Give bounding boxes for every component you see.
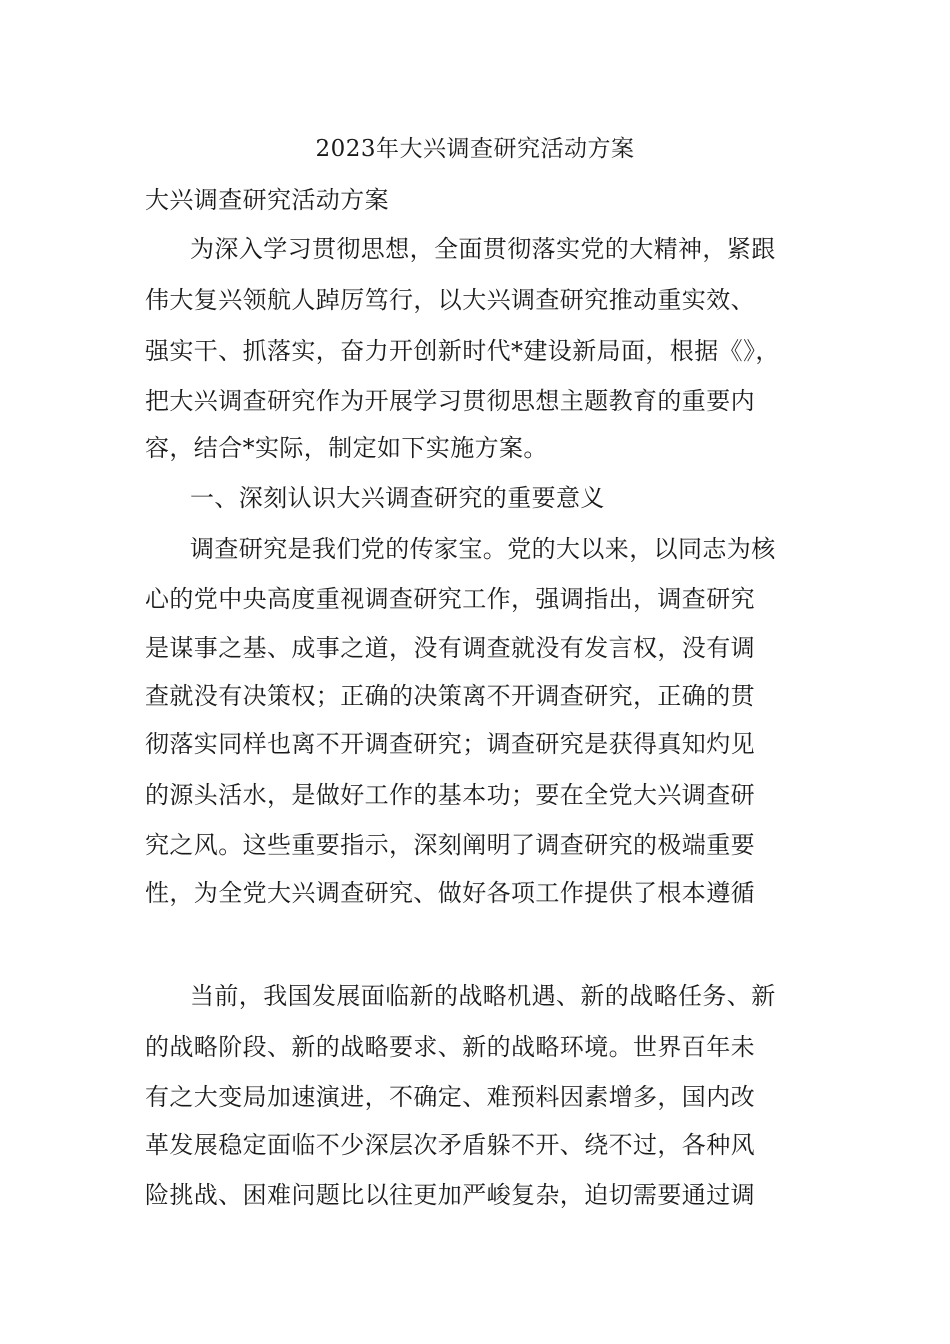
paragraph-2-line: 心的党中央高度重视调查研究工作，强调指出，调查研究: [145, 585, 755, 613]
paragraph-3-line: 的战略阶段、新的战略要求、新的战略环境。世界百年未: [145, 1033, 755, 1061]
paragraph-1-line: 把大兴调查研究作为开展学习贯彻思想主题教育的重要内: [145, 387, 755, 415]
paragraph-3-line: 险挑战、困难问题比以往更加严峻复杂，迫切需要通过调: [145, 1181, 755, 1209]
paragraph-2-line: 查就没有决策权；正确的决策离不开调查研究，正确的贯: [145, 682, 755, 710]
paragraph-2-line: 调查研究是我们党的传家宝。党的大以来，以同志为核: [190, 535, 776, 563]
paragraph-2-line: 究之风。这些重要指示，深刻阐明了调查研究的极端重要: [145, 831, 755, 859]
paragraph-2-line: 性，为全党大兴调查研究、做好各项工作提供了根本遵循: [145, 879, 755, 907]
paragraph-2-line: 是谋事之基、成事之道，没有调查就没有发言权，没有调: [145, 634, 755, 662]
paragraph-3-line: 革发展稳定面临不少深层次矛盾躲不开、绕不过，各种风: [145, 1131, 755, 1159]
document-title: 2023年大兴调查研究活动方案: [315, 136, 635, 162]
paragraph-1-line: 强实干、抓落实，奋力开创新时代*建设新局面，根据《》，: [145, 337, 780, 365]
paragraph-1-line: 伟大复兴领航人踔厉笃行，以大兴调查研究推动重实效、: [145, 286, 755, 314]
section-1-heading: 一、深刻认识大兴调查研究的重要意义: [190, 484, 605, 512]
paragraph-3-line: 有之大变局加速演进，不确定、难预料因素增多，国内改: [145, 1083, 755, 1111]
paragraph-1-line: 为深入学习贯彻思想，全面贯彻落实党的大精神，紧跟: [190, 235, 776, 263]
document-subtitle: 大兴调查研究活动方案: [145, 186, 389, 214]
paragraph-2-line: 彻落实同样也离不开调查研究；调查研究是获得真知灼见: [145, 730, 755, 758]
paragraph-2-line: 的源头活水，是做好工作的基本功；要在全党大兴调查研: [145, 781, 755, 809]
paragraph-1-line: 容，结合*实际，制定如下实施方案。: [145, 434, 548, 462]
paragraph-3-line: 当前，我国发展面临新的战略机遇、新的战略任务、新: [190, 982, 776, 1010]
